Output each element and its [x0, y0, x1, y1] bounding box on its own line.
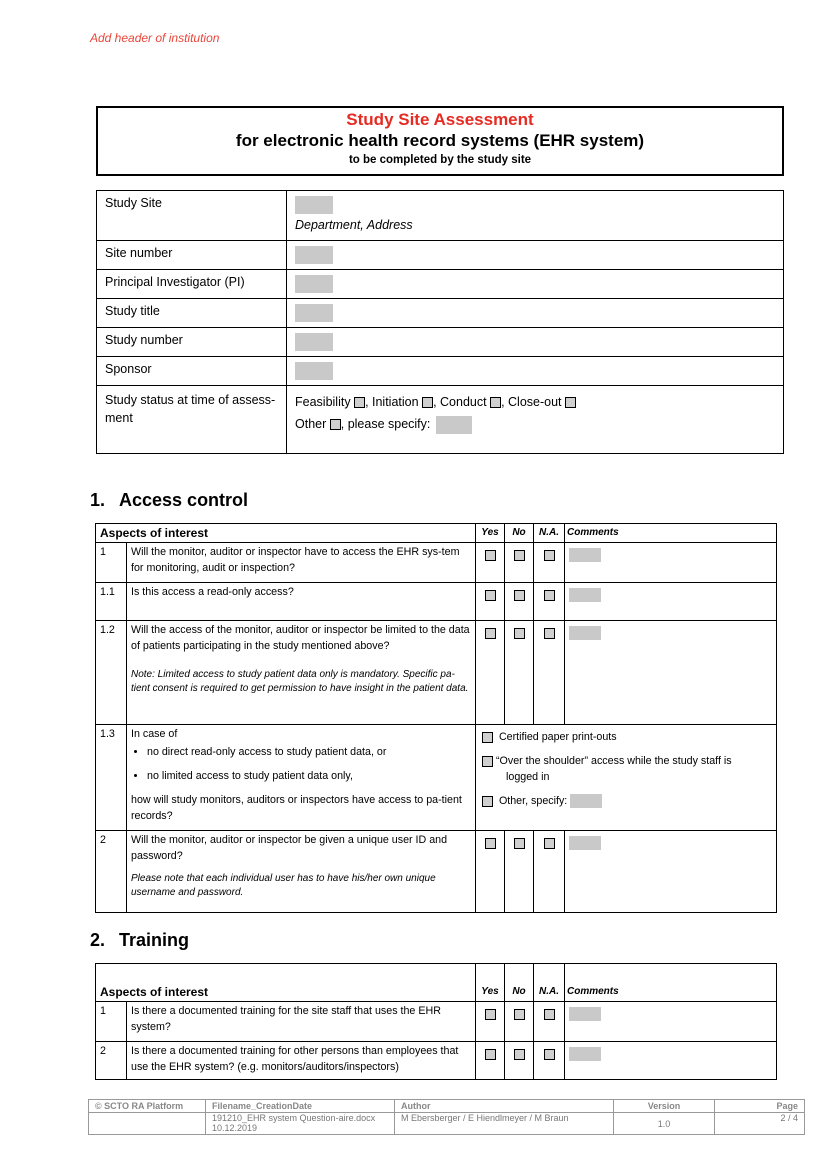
section-1-heading: [90, 490, 248, 511]
section-2-heading: [90, 930, 189, 951]
specify-label: , please specify:: [340, 417, 431, 431]
aspects-header: Aspects of interest: [96, 964, 476, 1002]
yes-checkbox[interactable]: [485, 1049, 496, 1060]
no-checkbox[interactable]: [514, 838, 525, 849]
comments-header: Comments: [565, 524, 777, 543]
question-text: Will the monitor, auditor or inspector have to access the EHR sys-tem for monitoring, audit or inspection?: [127, 543, 476, 583]
footer-page-label: Page: [715, 1100, 805, 1113]
comment-field[interactable]: [569, 836, 601, 850]
no-header: No: [505, 524, 534, 543]
comment-field[interactable]: [569, 1047, 601, 1061]
section-2-number: 2.: [90, 930, 106, 950]
comment-field[interactable]: [569, 588, 601, 602]
sponsor-field[interactable]: [295, 362, 333, 380]
question-text: Is there a documented training for the site staff that uses the EHR system?: [127, 1002, 476, 1042]
question-text: Is there a documented training for other persons than employees that use the EHR system? (e.g. monitors/auditors/inspectors): [127, 1042, 476, 1080]
study-title-field[interactable]: [295, 304, 333, 322]
table-row: [96, 583, 777, 621]
option-label: Other, specify:: [498, 795, 568, 807]
aspects-header: Aspects of interest: [96, 524, 476, 543]
department-address-hint: Department, Address: [295, 218, 413, 232]
study-site-cell: [287, 191, 784, 241]
other-access-field[interactable]: [570, 794, 602, 808]
institution-header-placeholder: Add header of institution: [90, 31, 220, 45]
question-note: Note: Limited access to study patient data only is mandatory. Specific pa-tient consent is required to get permission to have insight in the patient data.: [131, 669, 469, 694]
question-number: 1: [96, 543, 127, 583]
na-header: N.A.: [534, 964, 565, 1002]
conduct-checkbox[interactable]: [490, 397, 501, 408]
na-checkbox[interactable]: [544, 550, 555, 561]
bullet-item: • no limited access to study patient data only,: [147, 768, 471, 784]
na-checkbox[interactable]: [544, 628, 555, 639]
na-checkbox[interactable]: [544, 838, 555, 849]
table-row: [96, 1002, 777, 1042]
table-row: [96, 543, 777, 583]
other-status-label: Other: [295, 417, 327, 431]
no-checkbox[interactable]: [514, 590, 525, 601]
comment-field[interactable]: [569, 548, 601, 562]
study-site-field[interactable]: [295, 196, 333, 214]
access-control-table: [95, 523, 777, 913]
study-number-label: Study number: [97, 328, 287, 357]
training-table: [95, 963, 777, 1080]
initiation-checkbox[interactable]: [422, 397, 433, 408]
section-2-title: Training: [119, 930, 190, 950]
yes-checkbox[interactable]: [485, 590, 496, 601]
footer-version-label: Version: [614, 1100, 715, 1113]
footer-filename: 191210_EHR system Question-aire.docx 10.12.2019: [206, 1113, 395, 1135]
no-checkbox[interactable]: [514, 550, 525, 561]
bullet-item: • no direct read-only access to study patient data, or: [147, 744, 471, 760]
yes-checkbox[interactable]: [485, 838, 496, 849]
other-status-field[interactable]: [436, 416, 472, 434]
pi-field[interactable]: [295, 275, 333, 293]
footer-platform: © SCTO RA Platform: [89, 1100, 206, 1113]
document-instruction: to be completed by the study site: [348, 154, 532, 166]
study-status-options: [287, 386, 784, 454]
study-title-label: Study title: [97, 299, 287, 328]
study-site-label: Study Site: [97, 191, 287, 241]
initiation-label: , Initiation: [365, 395, 419, 409]
footer-author-label: Author: [395, 1100, 614, 1113]
question-number: 1.1: [96, 583, 127, 621]
yes-checkbox[interactable]: [485, 1009, 496, 1020]
page-footer: [88, 1099, 805, 1135]
question-text: Will the monitor, auditor or inspector be given a unique user ID and password?: [131, 834, 448, 862]
table-row: [96, 725, 777, 831]
table-row: [96, 1042, 777, 1080]
na-checkbox[interactable]: [544, 1009, 555, 1020]
yes-checkbox[interactable]: [485, 628, 496, 639]
option-label-cont: logged in: [506, 771, 550, 783]
footer-version: 1.0: [614, 1113, 715, 1135]
na-checkbox[interactable]: [544, 1049, 555, 1060]
no-checkbox[interactable]: [514, 628, 525, 639]
table-row: [96, 831, 777, 913]
feasibility-label: Feasibility: [295, 395, 351, 409]
site-number-field[interactable]: [295, 246, 333, 264]
conduct-label: , Conduct: [433, 395, 487, 409]
na-header: N.A.: [534, 524, 565, 543]
question-note: Please note that each individual user has to have his/her own unique username and password.: [131, 873, 436, 898]
study-number-field[interactable]: [295, 333, 333, 351]
table-row: [96, 621, 777, 725]
footer-page: 2 / 4: [715, 1113, 805, 1135]
option-label: “Over the shoulder” access while the study staff is: [495, 755, 732, 767]
footer-author: M Ebersberger / E Hiendlmeyer / M Braun: [395, 1113, 614, 1135]
site-info-table: [96, 190, 784, 454]
question-text: Is this access a read-only access?: [127, 583, 476, 621]
no-checkbox[interactable]: [514, 1009, 525, 1020]
comment-field[interactable]: [569, 626, 601, 640]
section-1-number: 1.: [90, 490, 106, 510]
document-subtitle: for electronic health record systems (EHR system): [235, 131, 645, 150]
question-text: Will the access of the monitor, auditor or inspector be limited to the data of patients participating in the study mentioned above?: [131, 624, 470, 652]
no-header: No: [505, 964, 534, 1002]
question-number: 2: [96, 831, 127, 913]
option-label: Certified paper print-outs: [498, 731, 617, 743]
pi-label: Principal Investigator (PI): [97, 270, 287, 299]
other-access-checkbox[interactable]: [482, 796, 493, 807]
other-status-checkbox[interactable]: [330, 419, 341, 430]
document-title: Study Site Assessment: [346, 110, 534, 129]
yes-header: Yes: [476, 524, 505, 543]
site-number-label: Site number: [97, 241, 287, 270]
question-number: 2: [96, 1042, 127, 1080]
question-number: 1.3: [96, 725, 127, 831]
closeout-label: , Close-out: [501, 395, 562, 409]
footer-filename-label: Filename_CreationDate: [206, 1100, 395, 1113]
over-shoulder-checkbox[interactable]: [482, 756, 493, 767]
sponsor-label: Sponsor: [97, 357, 287, 386]
question-intro: In case of: [131, 728, 178, 740]
question-text: how will study monitors, auditors or inspectors have access to pa-tient records?: [131, 794, 462, 822]
yes-checkbox[interactable]: [485, 550, 496, 561]
comment-field[interactable]: [569, 1007, 601, 1021]
paper-printout-checkbox[interactable]: [482, 732, 493, 743]
na-checkbox[interactable]: [544, 590, 555, 601]
title-box: [96, 106, 784, 176]
study-status-label: Study status at time of assess-ment: [97, 386, 287, 454]
section-1-title: Access control: [119, 490, 249, 510]
feasibility-checkbox[interactable]: [354, 397, 365, 408]
closeout-checkbox[interactable]: [565, 397, 576, 408]
question-number: 1.2: [96, 621, 127, 725]
comments-header: Comments: [565, 964, 777, 1002]
question-number: 1: [96, 1002, 127, 1042]
no-checkbox[interactable]: [514, 1049, 525, 1060]
yes-header: Yes: [476, 964, 505, 1002]
